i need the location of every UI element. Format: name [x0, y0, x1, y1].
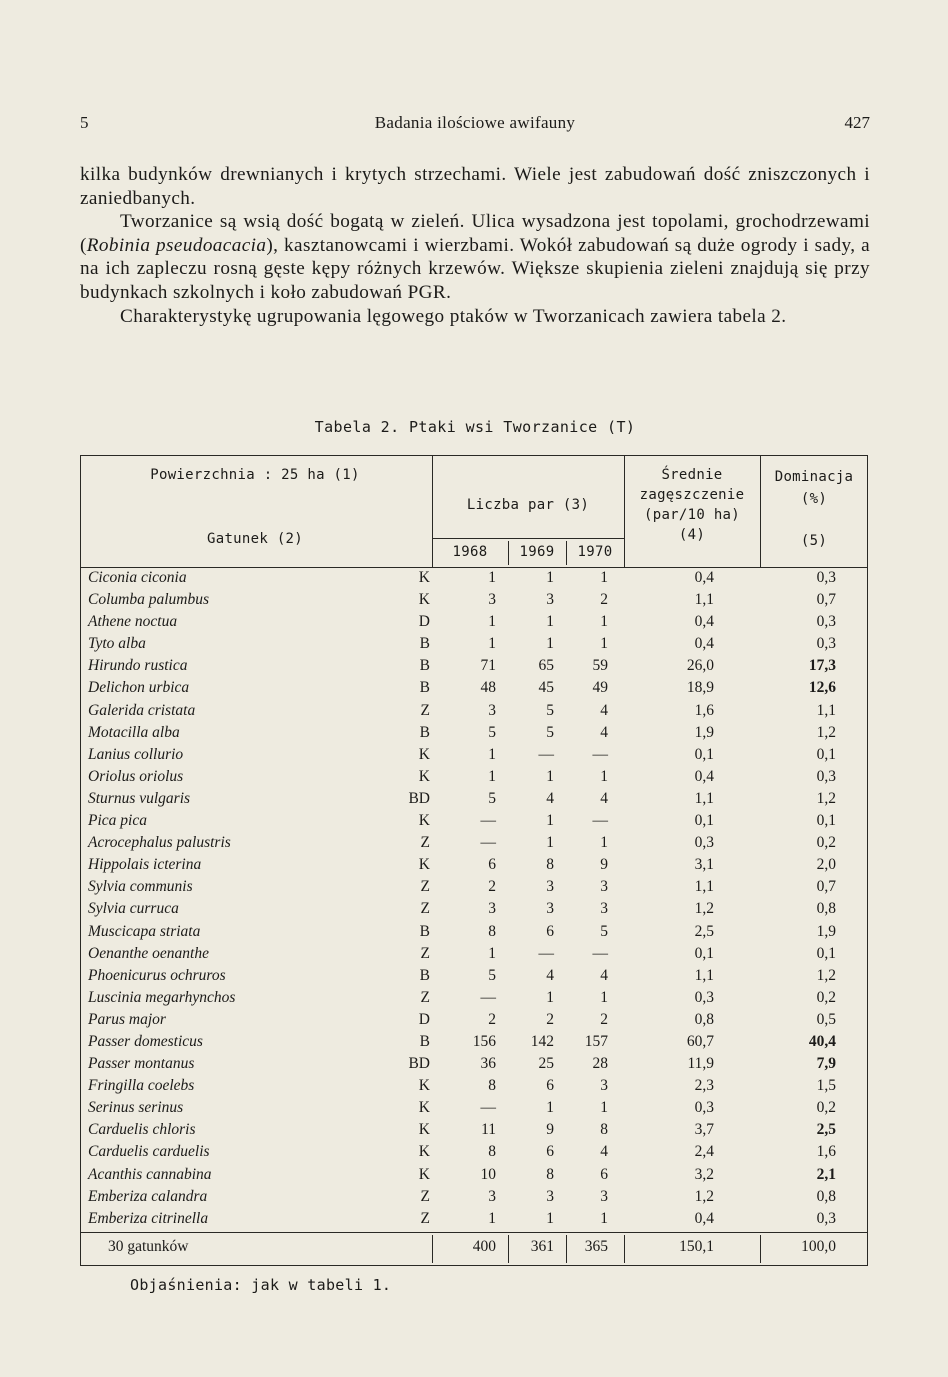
dominance-value: 0,5 — [816, 1010, 836, 1028]
density-value: 0,3 — [694, 988, 714, 1006]
dominance-value: 0,3 — [816, 1209, 836, 1227]
pairs-1970: 8 — [600, 1121, 608, 1139]
table-row — [80, 567, 868, 589]
pairs-1968: 156 — [472, 1032, 496, 1050]
status-code: Z — [420, 900, 430, 918]
status-code: K — [418, 856, 430, 874]
dominance-value: 7,9 — [816, 1055, 836, 1073]
status-code: K — [418, 767, 430, 785]
section-number: 5 — [80, 113, 89, 132]
density-value: 1,1 — [694, 591, 714, 609]
pairs-1969: 9 — [546, 1121, 554, 1139]
species-name: Muscicapa striata — [88, 922, 201, 940]
species-name: Acrocephalus palustris — [88, 834, 231, 852]
pairs-1970: 4 — [600, 966, 608, 984]
pairs-1970: — — [592, 745, 608, 763]
paragraph-text: ), kasztanowcami i wierzbami. Wokół zabudowań są duże ogrody i sady, a na ich zapleczu rosną gęste kępy różnych krzewów. Większe skupienia zieleni znajdują się przy budynkach szkolnych i koło zabudowań PGR. — [80, 234, 871, 303]
pairs-1969: 8 — [546, 1165, 554, 1183]
dominance-value: 0,3 — [816, 569, 836, 586]
table-row — [80, 589, 868, 611]
density-value: 2,3 — [694, 1077, 714, 1095]
pairs-1970: 49 — [592, 679, 608, 697]
total-1969: 361 — [530, 1238, 554, 1255]
density-value: 0,4 — [694, 767, 714, 785]
species-name: Emberiza calandra — [88, 1187, 208, 1205]
table-row — [80, 655, 868, 677]
density-value: 3,1 — [694, 856, 714, 874]
table-row — [80, 1164, 868, 1186]
pairs-1970: 1 — [600, 569, 608, 586]
pairs-1968: 8 — [488, 1077, 496, 1095]
dominance-value: 2,5 — [816, 1121, 836, 1139]
status-code: K — [418, 591, 430, 609]
density-value: 3,2 — [694, 1165, 714, 1183]
table-row — [80, 1009, 868, 1031]
species-name: Galerida cristata — [88, 701, 196, 719]
dominance-value: 0,2 — [816, 988, 836, 1006]
pairs-1968: 1 — [488, 635, 496, 653]
running-header — [80, 113, 870, 137]
pairs-1968: 3 — [488, 701, 496, 719]
species-name: Acanthis cannabina — [88, 1165, 212, 1183]
col-head-line: Dominacja — [774, 469, 854, 485]
pairs-1970: 1 — [600, 635, 608, 653]
pairs-1969: 6 — [546, 922, 554, 940]
species-name: Carduelis chloris — [88, 1121, 196, 1139]
pairs-1970: 3 — [600, 1187, 608, 1205]
pairs-1969: 1 — [546, 988, 554, 1006]
status-code: B — [419, 922, 430, 940]
table-row — [80, 1053, 868, 1075]
pairs-1968: 8 — [488, 922, 496, 940]
pairs-1969: 6 — [546, 1143, 554, 1161]
dominance-value: 1,2 — [816, 723, 836, 741]
dominance-value: 0,8 — [816, 1187, 836, 1205]
density-value: 1,1 — [694, 789, 714, 807]
species-name: Parus major — [88, 1010, 166, 1028]
table-row — [80, 788, 868, 810]
status-code: Z — [420, 1209, 430, 1227]
species-name: Sturnus vulgaris — [88, 789, 191, 807]
dominance-value: 0,8 — [816, 900, 836, 918]
table-row — [80, 700, 868, 722]
pairs-1968: — — [480, 988, 496, 1006]
dominance-value: 1,2 — [816, 966, 836, 984]
species-name: Phoenicurus ochruros — [88, 966, 226, 984]
pairs-1969: 1 — [546, 812, 554, 830]
pairs-1969: 142 — [530, 1032, 554, 1050]
table-row — [80, 1186, 868, 1208]
status-code: B — [419, 1032, 430, 1050]
density-value: 0,8 — [694, 1010, 714, 1028]
table-row — [80, 722, 868, 744]
pairs-1968: 48 — [480, 679, 496, 697]
col-head-line: zagęszczenie — [639, 487, 745, 503]
table-row — [80, 766, 868, 788]
pairs-1968: — — [480, 1099, 496, 1117]
pairs-1969: 1 — [546, 834, 554, 852]
pairs-1968: 8 — [488, 1143, 496, 1161]
status-code: Z — [420, 1187, 430, 1205]
latin-name: Robinia pseudoacacia — [86, 234, 267, 256]
species-name: Delichon urbica — [88, 679, 190, 697]
status-code: D — [418, 1010, 430, 1028]
dominance-value: 0,2 — [816, 834, 836, 852]
pairs-1970: 3 — [600, 900, 608, 918]
dominance-value: 40,4 — [808, 1032, 836, 1050]
status-code: K — [418, 1143, 430, 1161]
total-density: 150,1 — [679, 1238, 714, 1255]
table-row — [80, 1031, 868, 1053]
col-head-line: (5) — [800, 533, 828, 549]
status-code: B — [419, 657, 430, 675]
page-number: 427 — [844, 113, 870, 132]
table-row — [80, 876, 868, 898]
pairs-1968: 1 — [488, 1209, 496, 1227]
table-row — [80, 921, 868, 943]
table-row — [80, 1075, 868, 1097]
pairs-1968: 11 — [481, 1121, 496, 1139]
table-row — [80, 832, 868, 854]
pairs-1968: 3 — [488, 900, 496, 918]
dominance-value: 1,2 — [816, 789, 836, 807]
species-name: Lanius collurio — [88, 745, 184, 763]
dominance-value: 1,5 — [816, 1077, 836, 1095]
species-name: Tyto alba — [88, 635, 146, 653]
dominance-value: 0,7 — [816, 591, 836, 609]
col-head-line: (%) — [800, 491, 828, 507]
pairs-1969: 1 — [546, 569, 554, 586]
dominance-value: 0,1 — [816, 944, 836, 962]
pairs-1968: 1 — [488, 767, 496, 785]
pairs-1968: 71 — [480, 657, 496, 675]
table-row — [80, 854, 868, 876]
col-head-pairs: Liczba par (3) — [466, 497, 590, 513]
density-value: 0,4 — [694, 1209, 714, 1227]
density-value: 0,3 — [694, 1099, 714, 1117]
pairs-1970: 3 — [600, 878, 608, 896]
density-value: 26,0 — [686, 657, 714, 675]
density-value: 0,4 — [694, 569, 714, 586]
dominance-value: 0,3 — [816, 767, 836, 785]
pairs-1968: 3 — [488, 591, 496, 609]
dominance-value: 1,9 — [816, 922, 836, 940]
total-label: 30 gatunków — [108, 1238, 189, 1255]
pairs-1970: 4 — [600, 789, 608, 807]
total-dominance: 100,0 — [801, 1238, 836, 1255]
species-name: Athene noctua — [88, 613, 178, 631]
species-name: Sylvia communis — [88, 878, 193, 896]
table-row — [80, 633, 868, 655]
density-value: 1,9 — [694, 723, 714, 741]
dominance-value: 2,0 — [816, 856, 836, 874]
paragraph — [80, 210, 870, 304]
status-code: K — [418, 1099, 430, 1117]
status-code: K — [418, 1077, 430, 1095]
species-name: Motacilla alba — [88, 723, 180, 741]
density-value: 1,2 — [694, 1187, 714, 1205]
pairs-1970: 4 — [600, 723, 608, 741]
status-code: BD — [408, 789, 430, 807]
footnote: Objaśnienia: jak w tabeli 1. — [130, 1276, 392, 1294]
pairs-1970: 59 — [592, 657, 608, 675]
dominance-value: 17,3 — [808, 657, 836, 675]
species-name: Fringilla coelebs — [88, 1077, 195, 1095]
status-code: B — [419, 966, 430, 984]
status-code: K — [418, 569, 430, 586]
status-code: B — [419, 635, 430, 653]
pairs-1969: 5 — [546, 723, 554, 741]
col-head-line: (4) — [678, 527, 706, 543]
col-head-year: 1970 — [577, 544, 613, 560]
pairs-1969: 8 — [546, 856, 554, 874]
pairs-1970: 1 — [600, 767, 608, 785]
pairs-1970: 4 — [600, 1143, 608, 1161]
species-name: Columba palumbus — [88, 591, 209, 609]
species-name: Emberiza citrinella — [88, 1209, 209, 1227]
pairs-1969: — — [538, 745, 554, 763]
pairs-1970: 157 — [584, 1032, 608, 1050]
pairs-1970: 1 — [600, 613, 608, 631]
table-row — [80, 898, 868, 920]
status-code: K — [418, 812, 430, 830]
pairs-1969: 1 — [546, 767, 554, 785]
pairs-1969: 4 — [546, 789, 554, 807]
density-value: 2,4 — [694, 1143, 714, 1161]
pairs-1968: 6 — [488, 856, 496, 874]
pairs-1970: 28 — [592, 1055, 608, 1073]
status-code: D — [418, 613, 430, 631]
pairs-1968: 1 — [488, 613, 496, 631]
pairs-1968: 3 — [488, 1187, 496, 1205]
pairs-1970: 9 — [600, 856, 608, 874]
dominance-value: 1,1 — [816, 701, 836, 719]
status-code: B — [419, 679, 430, 697]
table-top-rule — [80, 455, 868, 456]
table-row — [80, 1119, 868, 1141]
status-code: K — [418, 1165, 430, 1183]
status-code: K — [418, 745, 430, 763]
dominance-value: 0,1 — [816, 745, 836, 763]
pairs-1969: 25 — [538, 1055, 554, 1073]
pairs-1969: 1 — [546, 1209, 554, 1227]
col-head-species: Gatunek (2) — [206, 531, 304, 547]
species-name: Sylvia curruca — [88, 900, 179, 918]
pairs-1969: 1 — [546, 1099, 554, 1117]
dominance-value: 1,6 — [816, 1143, 836, 1161]
pairs-1969: 3 — [546, 900, 554, 918]
pairs-1969: 4 — [546, 966, 554, 984]
pairs-1969: 1 — [546, 635, 554, 653]
pairs-1969: 3 — [546, 878, 554, 896]
total-1970: 365 — [584, 1238, 608, 1255]
pairs-1969: 45 — [538, 679, 554, 697]
col-head-line: Średnie — [661, 467, 723, 483]
dominance-value: 0,3 — [816, 635, 836, 653]
pairs-1969: 3 — [546, 1187, 554, 1205]
table-row — [80, 1141, 868, 1163]
table-row — [80, 810, 868, 832]
status-code: K — [418, 1121, 430, 1139]
density-value: 3,7 — [694, 1121, 714, 1139]
col-head-year: 1968 — [452, 544, 488, 560]
status-code: Z — [420, 988, 430, 1006]
dominance-value: 0,7 — [816, 878, 836, 896]
pairs-1970: 2 — [600, 1010, 608, 1028]
pairs-1968: 1 — [488, 944, 496, 962]
col-head-line: (par/10 ha) — [643, 507, 741, 523]
species-name: Carduelis carduelis — [88, 1143, 210, 1161]
density-value: 2,5 — [694, 922, 714, 940]
total-1968: 400 — [472, 1238, 496, 1255]
density-value: 1,1 — [694, 966, 714, 984]
density-value: 0,4 — [694, 613, 714, 631]
pairs-1969: 2 — [546, 1010, 554, 1028]
table-row — [80, 1208, 868, 1230]
density-value: 0,1 — [694, 745, 714, 763]
table-body — [80, 567, 868, 1230]
dominance-value: 2,1 — [816, 1165, 836, 1183]
species-name: Pica pica — [88, 812, 147, 830]
species-name: Luscinia megarhynchos — [88, 988, 236, 1006]
table-row — [80, 744, 868, 766]
pairs-1968: 5 — [488, 966, 496, 984]
density-value: 60,7 — [686, 1032, 714, 1050]
paragraph: kilka budynków drewnianych i krytych strzechami. Wiele jest zabudowań dość zniszczonych i zaniedbanych. — [80, 164, 870, 209]
status-code: Z — [420, 944, 430, 962]
pairs-1968: 5 — [488, 723, 496, 741]
dominance-value: 0,1 — [816, 812, 836, 830]
density-value: 1,2 — [694, 900, 714, 918]
pairs-1970: 1 — [600, 834, 608, 852]
species-name: Oenanthe oenanthe — [88, 944, 209, 962]
status-code: Z — [420, 878, 430, 896]
status-code: Z — [420, 834, 430, 852]
col-head-area: Powierzchnia : 25 ha (1) — [150, 467, 360, 483]
table-caption: Tabela 2. Ptaki wsi Tworzanice (T) — [314, 418, 636, 436]
species-name: Hirundo rustica — [88, 657, 188, 675]
table-row — [80, 987, 868, 1009]
pairs-1970: 3 — [600, 1077, 608, 1095]
species-name: Oriolus oriolus — [88, 767, 184, 785]
paragraph: Charakterystykę ugrupowania lęgowego ptaków w Tworzanicach zawiera tabela 2. — [120, 305, 787, 327]
density-value: 18,9 — [686, 679, 714, 697]
species-name: Ciconia ciconia — [88, 569, 187, 586]
pairs-1970: — — [592, 812, 608, 830]
col-head-year: 1969 — [519, 544, 555, 560]
pairs-1969: 6 — [546, 1077, 554, 1095]
pairs-1968: 10 — [480, 1165, 496, 1183]
density-value: 0,3 — [694, 834, 714, 852]
species-name: Hippolais icterina — [88, 856, 202, 874]
dominance-value: 0,2 — [816, 1099, 836, 1117]
species-name: Passer domesticus — [88, 1032, 203, 1050]
table-row — [80, 677, 868, 699]
body-text — [80, 163, 870, 328]
pairs-1968: — — [480, 812, 496, 830]
pairs-1970: 1 — [600, 1099, 608, 1117]
years-rule — [432, 538, 624, 539]
pairs-1970: 1 — [600, 1209, 608, 1227]
pairs-1970: 2 — [600, 591, 608, 609]
species-name: Passer montanus — [88, 1055, 195, 1073]
pairs-1969: 3 — [546, 591, 554, 609]
status-code: B — [419, 723, 430, 741]
pairs-1969: — — [538, 944, 554, 962]
pairs-1970: 1 — [600, 988, 608, 1006]
paragraph-text: Tworzanice są wsią dość bogatą w zieleń. Ulica wysadzona jest topolami, grochodrzewami ( — [80, 211, 870, 256]
table-row — [80, 1097, 868, 1119]
col-head-density — [624, 465, 760, 545]
pairs-1970: — — [592, 944, 608, 962]
table-row — [80, 611, 868, 633]
status-code: BD — [408, 1055, 430, 1073]
pairs-1970: 6 — [600, 1165, 608, 1183]
total-row — [80, 1235, 868, 1261]
pairs-1969: 1 — [546, 613, 554, 631]
col-head-dominance — [760, 467, 868, 551]
running-title: Badania ilościowe awifauny — [374, 113, 576, 132]
pairs-1968: 5 — [488, 789, 496, 807]
density-value: 0,1 — [694, 812, 714, 830]
pairs-1968: 1 — [488, 569, 496, 586]
density-value: 1,6 — [694, 701, 714, 719]
pairs-1968: 1 — [488, 745, 496, 763]
density-value: 1,1 — [694, 878, 714, 896]
total-top-rule — [80, 1232, 868, 1233]
dominance-value: 0,3 — [816, 613, 836, 631]
pairs-1970: 4 — [600, 701, 608, 719]
dominance-value: 12,6 — [808, 679, 836, 697]
pairs-1969: 5 — [546, 701, 554, 719]
table-bottom-rule — [80, 1265, 868, 1266]
pairs-1969: 65 — [538, 657, 554, 675]
density-value: 0,1 — [694, 944, 714, 962]
pairs-1968: 2 — [488, 1010, 496, 1028]
species-name: Serinus serinus — [88, 1099, 184, 1117]
status-code: Z — [420, 701, 430, 719]
pairs-1968: — — [480, 834, 496, 852]
table-row — [80, 965, 868, 987]
table-row — [80, 943, 868, 965]
density-value: 11,9 — [687, 1055, 714, 1073]
pairs-1968: 2 — [488, 878, 496, 896]
pairs-1970: 5 — [600, 922, 608, 940]
pairs-1968: 36 — [480, 1055, 496, 1073]
density-value: 0,4 — [694, 635, 714, 653]
